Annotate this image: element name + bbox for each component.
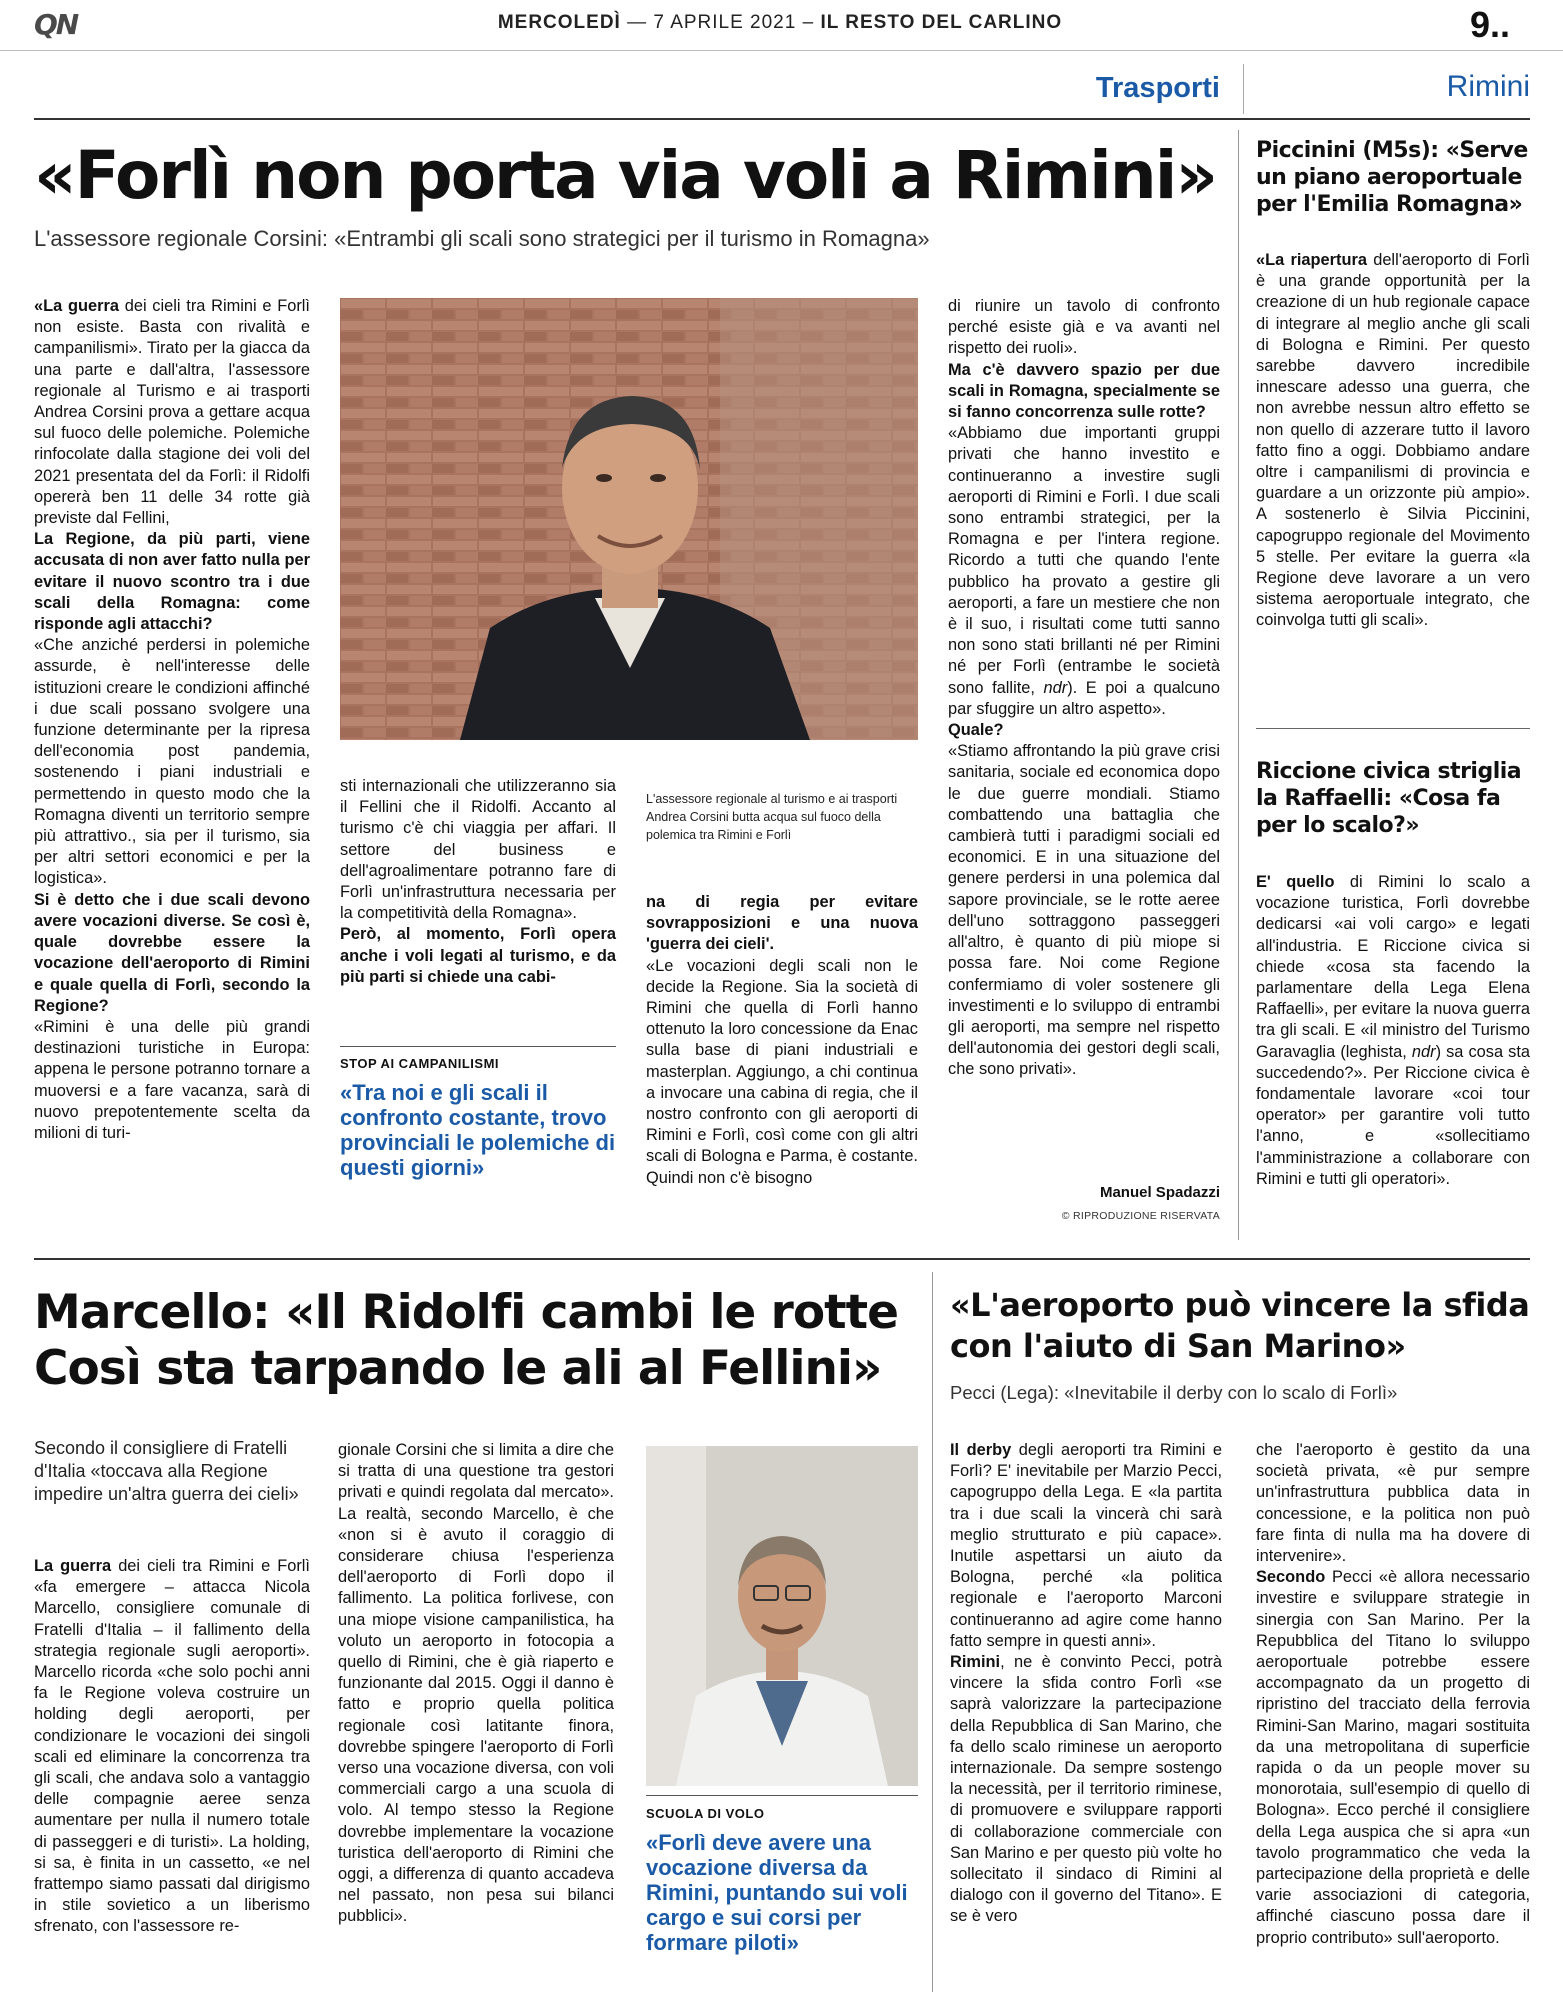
sidebar1-body (1256, 250, 1530, 632)
city-label: Rimini (1446, 70, 1530, 103)
portrait-illustration-2 (646, 1446, 918, 1786)
article1-author: Manuel Spadazzi (1099, 1184, 1220, 1201)
article1-photo (340, 298, 918, 740)
page-number: 9.. (1470, 4, 1511, 45)
section-label: Trasporti (1095, 72, 1220, 104)
dateline-date: 7 APRILE 2021 (653, 12, 797, 33)
article2-quote-kicker: SCUOLA DI VOLO (646, 1806, 765, 1821)
header-rule (0, 50, 1563, 51)
article3-divider (932, 1272, 933, 1992)
dateline-paper: IL RESTO DEL CARLINO (820, 12, 1063, 33)
portrait-illustration (340, 298, 918, 740)
sidebar2-body (1256, 872, 1530, 1190)
article1-col3-text: na di regia per evitare sovrapposizioni e una nuova 'guerra dei cieli'. «Le vocazioni degli scali non le decide la Regione. Sia la società di Rimini che quella di Forlì hanno ottenuto la loro concessione da Enac sulla base di piani industriali e masterplan. Aggiungo, a chi continua a invocare una cabina di regia, che il nostro confronto con gli aeroporti di Rimini e Forlì, così come con gli altri scali di Bologna e Parma, è costante. Quindi non c'è bisogno (646, 893, 918, 1187)
article1-col2-text: sti internazionali che utilizzeranno sia il Fellini che il Ridolfi. Accanto al turismo c'è chi viaggia per affari. Il settore del business e dell'agroalimentare potranno fare di Forlì un'infrastruttura necessaria per la competitività della Romagna». Però, al momento, Forlì opera anche i voli legati al turismo, e da più parti si chiede una cabi- (340, 777, 616, 986)
dateline: MERCOLEDÌ — 7 APRILE 2021 – IL RESTO DEL CARLINO (497, 12, 1063, 33)
sidebar-rule (1256, 728, 1530, 729)
article1-column-1 (34, 296, 310, 1144)
article2-headline-line1: Marcello: «Il Ridolfi cambi le rotte (34, 1285, 898, 1340)
article2-column-1 (34, 1556, 310, 1938)
page-header (0, 0, 1563, 50)
sidebar2-text: E' quello di Rimini lo scalo a vocazione turistica, Forlì dovrebbe dedicarsi «ai voli cargo» e legati all'industria. E Riccione civica si chiede «cosa sta facendo la parlamentare della Lega Elena Raffaelli», per evitare la nuova guerra tra gli scali. E «il ministro del Turismo Garavaglia (leghista, ndr) sa cosa sta succedendo?». Per Riccione civica è fondamentale lavorare «coi tour operator» per garantire voli tutto l'anno, e «sollecitiamo l'amministrazione a collaborare con Rimini e tutti gli operatori». (1256, 873, 1530, 1188)
sidebar2-headline: Riccione civica striglia la Raffaelli: «Cosa fa per lo scalo?» (1256, 759, 1522, 838)
quote-rule (340, 1046, 616, 1047)
article1-column-3 (646, 892, 918, 1189)
article1-copyright: © RIPRODUZIONE RISERVATA (1061, 1210, 1220, 1222)
article1-subtitle: L'assessore regionale Corsini: «Entrambi gli scali sono strategici per il turismo in Romagna» (34, 226, 930, 251)
article2-col1-text: La guerra dei cieli tra Rimini e Forlì «fa emergere – attacca Nicola Marcello, consigliere comunale di Fratelli d'Italia – il fallimento della strategia regionale sugli aeroporti». Marcello ricorda «che solo pochi anni fa le Regione voleva costruire un holding degli aeroporti, per condizionare le vocazioni dei singoli scali ed eliminare la concorrenza tra gli scali, che andava solo a vantaggio delle compagnie aeree senza aumentare per nulla il numero totale di passeggeri e di turisti». La holding, si sa, è finita in un cassetto, «e nel frattempo siamo passati dal dirigismo in stile sovietico a un liberismo sfrenato, con l'assessore re- (34, 1557, 310, 1936)
article2-pull-quote: «Forlì deve avere una vocazione diversa da Rimini, puntando sui voli cargo e sui corsi per formare piloti» (646, 1830, 908, 1955)
article2-col2-text: gionale Corsini che si limita a dire che si tratta di una questione tra gestori privati e quindi regolata dal mercato». La realtà, secondo Marcello, è che «non si è avuto il coraggio di considerare chiusa l'esperienza dell'aeroporto di Forlì dopo il fallimento. La politica forlivese, con una miope visione campanilistica, ha voluto un aeroporto in fotocopia a quello di Rimini, che è già riaperto e funzionante dal 2015. Oggi il danno è fatto e proprio quella politica regionale così latitante finora, dovrebbe spingere l'aeroporto di Forlì verso una vocazione diversa, con voli commerciali cargo a una scuola di volo. Al tempo stesso la Regione dovrebbe implementare la vocazione turistica dell'aeroporto di Rimini che oggi, a differenza di quanto accadeva nel passato, non pesa sui bilanci pubblici». (338, 1441, 614, 1926)
sidebar-divider (1238, 130, 1239, 1240)
article3-headline: «L'aeroporto può vincere la sfida con l'aiuto di San Marino» (950, 1286, 1530, 1365)
article3-col1-text: Il derby degli aeroporti tra Rimini e Forlì? E' inevitabile per Marzio Pecci, capogruppo della Lega. E «la partita tra i due scali la vincerà chi sarà meglio strutturato e più capace». Inutile aspettarsi un aiuto da Bologna, perché «la politica regionale e l'aeroporto Marconi continueranno ad agire come hanno fatto sempre in questi anni». Rimini, ne è convinto Pecci, potrà vincere la sfida contro Forlì «se saprà valorizzare la partecipazione della Repubblica di San Marino, che fa dello scalo riminese un aeroporto internazionale. Da sempre sostengo la necessità, per il territorio riminese, di promuovere e sviluppare rapporti di collaborazione commerciale con San Marino e per questo più volte ho sollecitato il sindaco di Rimini al dialogo con il governo del Titano». E se è vero (950, 1441, 1223, 1926)
dateline-day: MERCOLEDÌ (497, 12, 621, 33)
section-divider (1243, 64, 1244, 114)
article2-column-2 (338, 1440, 614, 1928)
article3-column-2 (1256, 1440, 1530, 1949)
article1-headline: «Forlì non porta via voli a Rimini» (34, 137, 1217, 214)
middle-rule (34, 1258, 1530, 1260)
article3-col2-text: che l'aeroporto è gestito da una società privata, «è pur sempre un'infrastruttura pubblica data in concessione, e la politica non può fare finta di nulla ma ha dovere di intervenire». Secondo Pecci «è allora necessario investire e sviluppare strategie in sinergia con San Marino. Per la Repubblica del Titano lo sviluppo aeroportuale potrebbe essere accompagnato da un progetto di ripristino del tracciato della ferrovia Rimini-San Marino, magari sostituita da una metropolitana di superficie rapida o da un people mover su monorotaia, sull'esempio di quello di Bologna». Ecco perché il consigliere della Lega auspica che si apra «un tavolo programmatico che veda la partecipazione della proprietà e delle varie associazioni di categoria, affinché ciascuno possa dare il proprio contributo» sull'aeroporto. (1256, 1441, 1530, 1947)
article1-column-4 (948, 296, 1220, 1081)
article3-subtitle: Pecci (Lega): «Inevitabile il derby con lo scalo di Forlì» (950, 1382, 1398, 1403)
article3-column-1 (950, 1440, 1222, 1928)
article1-column-2 (340, 776, 616, 988)
sidebar1-headline: Piccinini (M5s): «Serve un piano aeroportuale per l'Emilia Romagna» (1256, 138, 1528, 217)
article2-headline-line2: Così sta tarpando le ali al Fellini» (34, 1341, 882, 1396)
article1-photo-caption: L'assessore regionale al turismo e ai trasporti Andrea Corsini butta acqua sul fuoco della polemica tra Rimini e Forlì (646, 792, 898, 842)
article2-photo (646, 1446, 918, 1786)
article2-headline (34, 1285, 934, 1397)
top-rule (34, 118, 1530, 120)
quote2-rule (646, 1795, 918, 1796)
newspaper-logo: QN (34, 8, 78, 41)
article1-col1-text: «La guerra dei cieli tra Rimini e Forlì non esiste. Basta con rivalità e campanilismi». Tirato per la giacca da una parte e dall'altra, l'assessore regionale al Turismo e ai trasporti Andrea Corsini prova a gettare acqua sul fuoco delle polemiche. Polemiche rinfocolate dalla stagione dei voli del 2021 presentata del da Forlì: il Ridolfi opererà ben 11 delle 34 rotte già previste dal Fellini, La Regione, da più parti, viene accusata di non aver fatto nulla per evitare il nuovo scontro tra i due scali della Romagna: come risponde agli attacchi? «Che anziché perdersi in polemiche assurde, è nell'interesse delle istituzioni creare le condizioni affinché i due scali possano svolgere una funzione determinante per la ripresa dell'economia post pandemia, sostenendo i piani industriali e permettendo in questo modo che la Romagna diventi un territorio sempre più attrattivo., sia per il turismo, sia per altri settori economici e per la logistica». Si è detto che i due scali devono avere vocazioni diverse. Se così è, quale dovrebbe essere la vocazione dell'aeroporto di Rimini e quale quella di Forlì, secondo la Regione? «Rimini è una delle più grandi destinazioni turistiche in Europa: appena le persone potranno tornare a muoversi e a fare vacanza, sarà di nuovo prepotentemente scelta da milioni di turi- (34, 297, 310, 1142)
article2-intro: Secondo il consigliere di Fratelli d'Italia «toccava alla Regione impedire un'altra guerra dei cieli» (34, 1438, 299, 1504)
article1-col4-text: di riunire un tavolo di confronto perché esiste già e va avanti nel rispetto dei ruoli». Ma c'è davvero spazio per due scali in Romagna, specialmente se si fanno concorrenza sulle rotte? «Abbiamo due importanti gruppi privati che hanno investito e continueranno a investire sugli aeroporti di Rimini e Forlì. I due scali sono entrambi strategici, per la Romagna e per l'intera regione. Ricordo a tutti che quando l'ente pubblico ha provato a gestire gli aeroporti, a fare un mestiere che non è il suo, i risultati come tutti sanno non sono stati brillanti né per Rimini né per Forlì (entrambe le società sono fallite, ndr). E poi a qualcuno par sfuggire un altro aspetto». Quale? «Stiamo affrontando la più grave crisi sanitaria, sociale ed economica dopo le due guerre mondiali. Stiamo combattendo una battaglia che cambierà tutti i paradigmi sociali ed economici. E in una situazione del genere perdersi in una polemica dal sapore provinciale, se le rotte aeree dell'uno sottraggono passeggeri all'altro, è quanto di più miope si possa fare. Noi come Regione confermiamo di voler sostenere gli investimenti e lo sviluppo di entrambi gli aeroporti, ma sempre nel rispetto dell'autonomia dei gestori degli scali, che sono privati». (948, 297, 1220, 1079)
article1-pull-quote: «Tra noi e gli scali il confronto costante, trovo provinciali le polemiche di questi giorni» (340, 1080, 616, 1180)
sidebar1-text: «La riapertura dell'aeroporto di Forlì è una grande opportunità per la creazione di un hub regionale capace di integrare al meglio anche gli scali di Bologna e Rimini. Per questo sarebbe davvero incredibile innescare adesso una guerra, che non avrebbe nessun altro effetto se non quello di azzerare tutto il lavoro fatto fino a oggi. Dobbiamo andare oltre i campanilismi di provincia e guardare a un orizzonte più ampio». A sostenerlo è Silvia Piccinini, capogruppo regionale del Movimento 5 stelle. Per evitare la guerra «la Regione deve lavorare a un vero sistema aeroportuale integrato, che coinvolga tutti gli scali». (1256, 251, 1530, 630)
article1-quote-kicker: STOP AI CAMPANILISMI (340, 1056, 500, 1071)
